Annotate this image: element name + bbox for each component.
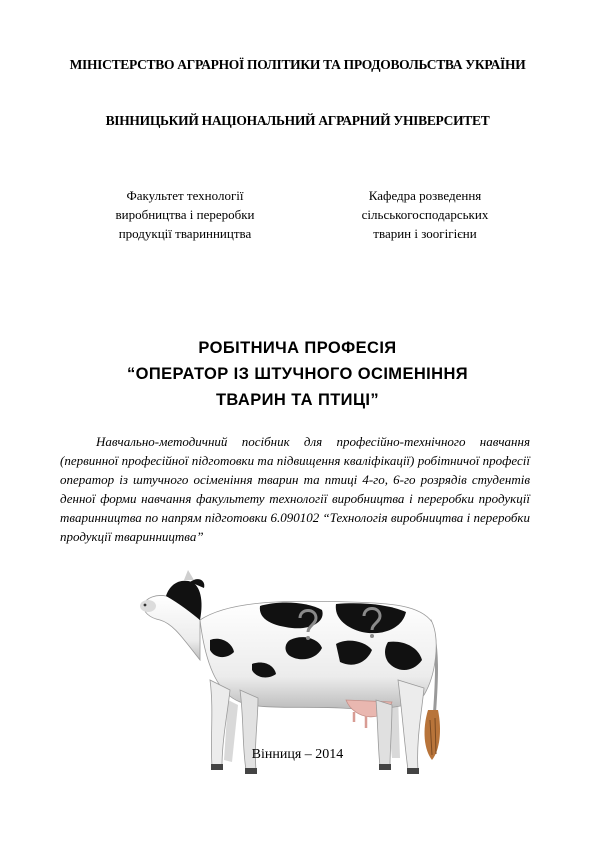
university-name: ВІННИЦЬКИЙ НАЦІОНАЛЬНИЙ АГРАРНИЙ УНІВЕРСИТЕТ	[105, 113, 490, 128]
ministry-name: МІНІСТЕРСТВО АГРАРНОЇ ПОЛІТИКИ ТА ПРОДОВОЛЬСТВА УКРАЇНИ	[69, 57, 526, 72]
department-name	[320, 186, 530, 243]
faculty-line: Факультет технології	[126, 188, 244, 203]
document-description: Навчально-методичний посібник для професійно-технічного навчання (первинної професійної підготовки та підвищення кваліфікації) робітничої професії оператор із штучного осіменіння тварин та птиці 4-го, 6-го розрядів студентів денної форми навчання факультету технології виробництва і переробки продукції тваринництва по напрям підготовки 6.090102 “Технологія виробництва і переробки продукції тваринництва”	[60, 434, 530, 544]
department-line: сільськогосподарських	[361, 207, 489, 222]
title-line: “ОПЕРАТОР ІЗ ШТУЧНОГО ОСІМЕНІННЯ	[126, 365, 469, 383]
faculty-name	[80, 186, 290, 243]
title-line: ТВАРИН ТА ПТИЦІ”	[215, 391, 380, 409]
city-year: Вінниця – 2014	[251, 747, 344, 762]
document-title	[40, 335, 555, 413]
department-line: тварин і зоогігієни	[373, 226, 477, 241]
title-line: РОБІТНИЧА ПРОФЕСІЯ	[198, 339, 397, 357]
department-line: Кафедра розведення	[368, 188, 482, 203]
faculty-line: виробництва і переробки	[115, 207, 255, 222]
faculty-line: продукції тваринництва	[118, 226, 252, 241]
